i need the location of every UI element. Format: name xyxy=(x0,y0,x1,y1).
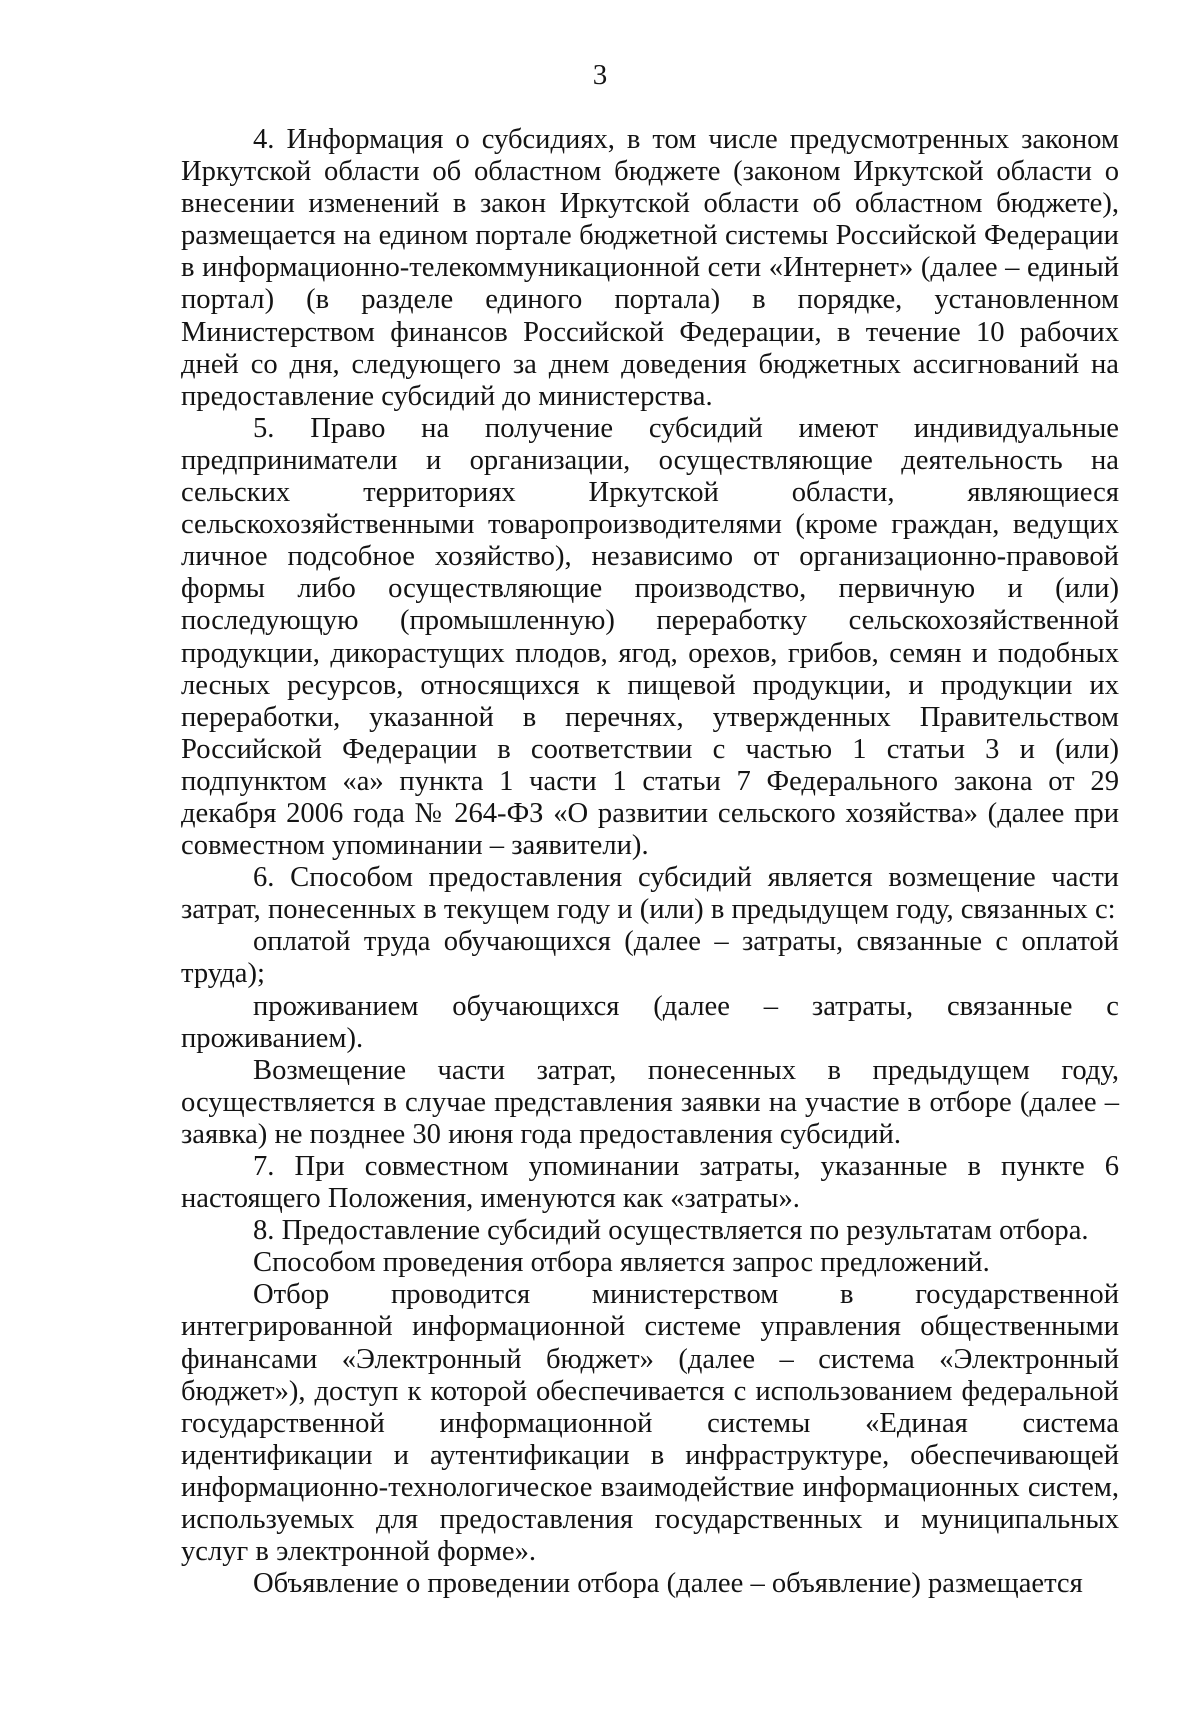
paragraph-accommodation-costs: проживанием обучающихся (далее – затраты, связанные с проживанием). xyxy=(181,990,1119,1054)
document-body xyxy=(181,124,1119,1600)
page-number: 3 xyxy=(592,59,608,91)
paragraph-announcement: Объявление о проведении отбора (далее – объявление) размещается xyxy=(253,1568,1083,1600)
paragraph-previous-year-reimbursement: Возмещение части затрат, понесенных в предыдущем году, осуществляется в случае представления заявки на участие в отборе (далее – заявка) не позднее 30 июня года предоставления субсидий. xyxy=(181,1054,1119,1150)
paragraph-8-selection-results: 8. Предоставление субсидий осуществляется по результатам отбора. xyxy=(253,1215,1089,1247)
paragraph-wage-costs: оплатой труда обучающихся (далее – затраты, связанные с оплатой труда); xyxy=(181,926,1119,990)
paragraph-5-right-to-subsidies: 5. Право на получение субсидий имеют индивидуальные предприниматели и организации, осуществляющие деятельность на сельских территориях Иркутской области, являющиеся сельскохозяйственными товаропроизводителями (кроме граждан, ведущих личное подсобное хозяйство), независимо от организационно-правовой формы либо осуществляющие производство, первичную и (или) последующую (промышленную) переработку сельскохозяйственной продукции, дикорастущих плодов, ягод, орехов, грибов, семян и подобных лесных ресурсов, относящихся к пищевой продукции, и продукции их переработки, указанной в перечнях, утвержденных Правительством Российской Федерации в соответствии с частью 1 статьи 3 и (или) подпунктом «а» пункта 1 части 1 статьи 7 Федерального закона от 29 декабря 2006 года № 264-ФЗ «О развитии сельского хозяйства» (далее при совместном упоминании – заявители). xyxy=(181,412,1119,862)
paragraph-electronic-budget-system: Отбор проводится министерством в государственной интегрированной информационной системе управления общественными финансами «Электронный бюджет» (далее – система «Электронный бюджет»), доступ к которой обеспечивается с использованием федеральной государственной информационной системы «Единая система идентификации и аутентификации в инфраструктуре, обеспечивающей информационно-технологическое взаимодействие информационных систем, используемых для предоставления государственных и муниципальных услуг в электронной форме». xyxy=(181,1279,1119,1568)
paragraph-6-method-of-provision: 6. Способом предоставления субсидий является возмещение части затрат, понесенных в текущем году и (или) в предыдущем году, связанных с: xyxy=(181,862,1119,926)
paragraph-selection-method: Способом проведения отбора является запрос предложений. xyxy=(253,1247,990,1279)
paragraph-4-subsidy-information: 4. Информация о субсидиях, в том числе предусмотренных законом Иркутской области об областном бюджете (законом Иркутской области о внесении изменений в закон Иркутской области об областном бюджете), размещается на едином портале бюджетной системы Российской Федерации в информационно-телекоммуникационной сети «Интернет» (далее – единый портал) (в разделе единого портала) в порядке, установленном Министерством финансов Российской Федерации, в течение 10 рабочих дней со дня, следующего за днем доведения бюджетных ассигнований на предоставление субсидий до министерства. xyxy=(181,124,1119,412)
paragraph-7-joint-mention: 7. При совместном упоминании затраты, указанные в пункте 6 настоящего Положения, именуются как «затраты». xyxy=(181,1151,1119,1215)
